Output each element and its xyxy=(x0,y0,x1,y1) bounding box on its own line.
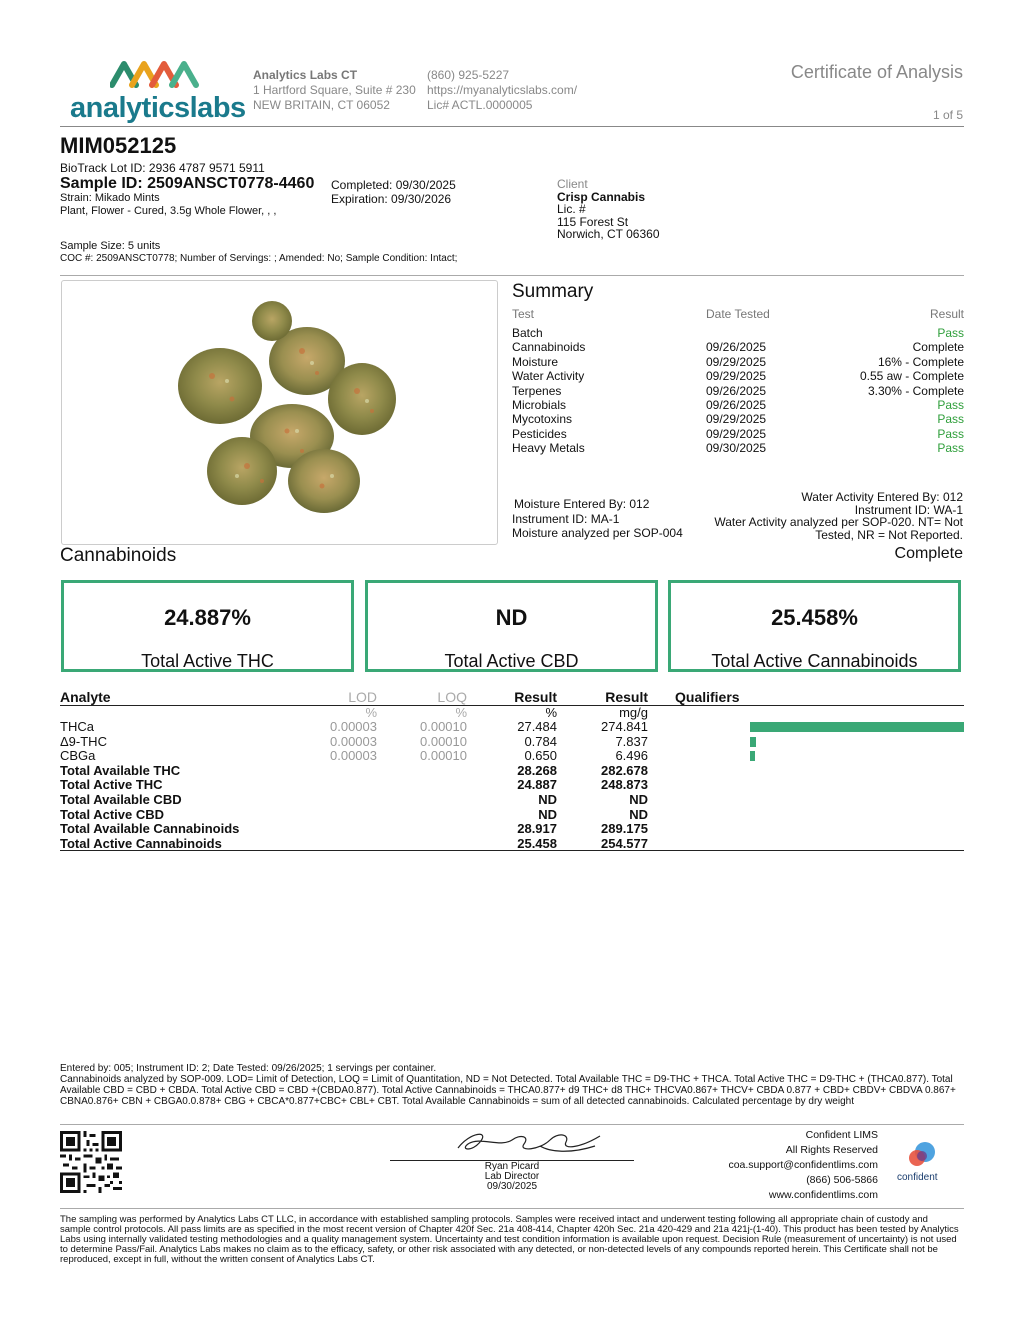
summary-test-result: Pass xyxy=(937,326,964,340)
summary-row xyxy=(512,384,964,398)
analyte-result-pct: 0.784 xyxy=(524,733,557,749)
product-photo xyxy=(61,280,498,545)
entered-note: Entered by: 005; Instrument ID: 2; Date Tested: 09/26/2025; 1 servings per container. xyxy=(60,1063,437,1074)
summary-row xyxy=(512,427,964,441)
kpi-label: Total Active Cannabinoids xyxy=(711,651,918,671)
wa-note-line: Instrument ID: WA-1 xyxy=(854,502,963,517)
moisture-note-line: Moisture analyzed per SOP-004 xyxy=(512,526,683,540)
analyte-result-mg: 6.496 xyxy=(615,748,648,764)
analyte-bar xyxy=(750,722,964,732)
moisture-note xyxy=(512,497,683,541)
info-divider xyxy=(60,275,964,276)
lab-address-line2: NEW BRITAIN, CT 06052 xyxy=(253,98,390,112)
wa-note-line: Tested, NR = Not Reported. xyxy=(815,527,963,542)
signature-date: 09/30/2025 xyxy=(486,1181,538,1192)
sample-size: Sample Size: 5 units xyxy=(60,240,161,252)
unit-lod: % xyxy=(365,705,377,720)
summary-header xyxy=(512,307,964,321)
company-logo xyxy=(70,58,246,128)
client-block xyxy=(557,178,660,241)
summary-test-result: 0.55 aw - Complete xyxy=(859,369,964,384)
analyte-result-pct: ND xyxy=(538,792,557,807)
col-loq: LOQ xyxy=(437,689,467,705)
lab-address-line1: 1 Hartford Square, Suite # 230 xyxy=(253,83,416,97)
analyte-units-row xyxy=(60,706,964,721)
analyte-result-pct: ND xyxy=(538,806,557,822)
analyte-result-mg: 7.837 xyxy=(615,733,648,749)
summary-col-result: Result xyxy=(929,307,964,321)
header-divider xyxy=(60,126,964,127)
sample-id: Sample ID: 2509ANSCT0778-4460 xyxy=(60,175,315,192)
client-label: Client xyxy=(557,177,588,191)
col-analyte: Analyte xyxy=(60,689,111,705)
summary-test-result: 16% - Complete xyxy=(877,354,964,369)
col-qualifiers: Qualifiers xyxy=(675,689,740,705)
confident-wordmark: confident xyxy=(897,1172,938,1183)
confident-logo xyxy=(893,1140,953,1188)
analyte-result-mg: 274.841 xyxy=(601,719,648,734)
completed-date: Completed: 09/30/2025 xyxy=(331,178,456,192)
confident-logo-icon xyxy=(903,1140,943,1170)
summary-test-date: 09/29/2025 xyxy=(706,426,767,441)
analyte-row xyxy=(60,764,964,779)
summary-row xyxy=(512,398,964,412)
footer-divider xyxy=(60,1208,964,1209)
wa-note-line: Water Activity analyzed per SOP-020. NT= Not xyxy=(714,515,963,529)
kpi-value: 25.458% xyxy=(771,605,858,630)
signatory-title: Lab Director xyxy=(484,1171,540,1182)
analyte-result-pct: 0.650 xyxy=(524,748,557,764)
analyte-row xyxy=(60,735,964,750)
client-street: 115 Forest St xyxy=(557,214,629,229)
analyte-loq: 0.00010 xyxy=(420,748,467,764)
analyte-result-pct: 27.484 xyxy=(517,719,557,734)
summary-test-name: Heavy Metals xyxy=(512,441,585,456)
summary-test-date: 09/29/2025 xyxy=(706,369,767,384)
lab-address-block xyxy=(253,68,416,113)
summary-row xyxy=(512,441,964,455)
signature-block xyxy=(390,1128,634,1198)
lims-contact xyxy=(728,1128,878,1203)
lab-website[interactable]: https://myanalyticslabs.com/ xyxy=(427,83,578,97)
summary-test-name: Cannabinoids xyxy=(512,340,586,355)
notes-divider xyxy=(60,1124,964,1125)
unit-result-mg: mg/g xyxy=(619,705,648,720)
analyte-result-mg: 282.678 xyxy=(601,762,648,778)
analyte-row xyxy=(60,749,964,764)
summary-test-result: Complete xyxy=(912,340,964,355)
summary-test-date: 09/26/2025 xyxy=(706,383,767,398)
summary-test-date: 09/26/2025 xyxy=(706,398,767,412)
summary-test-name: Moisture xyxy=(512,354,559,369)
summary-test-name: Mycotoxins xyxy=(512,412,573,427)
logo-wordmark: analyticslabs xyxy=(70,92,246,124)
kpi-total-active-cbd xyxy=(365,580,658,672)
biotrack-lot-id: BioTrack Lot ID: 2936 4787 9571 5911 xyxy=(60,161,265,175)
summary-test-date: 09/29/2025 xyxy=(706,354,767,369)
cannabinoids-title: Cannabinoids xyxy=(60,545,177,566)
summary-row xyxy=(512,340,964,354)
summary-test-name: Terpenes xyxy=(512,383,562,398)
summary-test-result: Pass xyxy=(937,398,964,412)
summary-col-test: Test xyxy=(512,307,535,321)
analyte-row xyxy=(60,808,964,823)
summary-test-result: Pass xyxy=(937,412,964,427)
page-number: 1 of 5 xyxy=(932,108,963,122)
analyte-lod: 0.00003 xyxy=(330,733,377,749)
summary-row xyxy=(512,369,964,383)
analyte-result-pct: 25.458 xyxy=(517,835,557,851)
product-code: MIM052125 xyxy=(60,133,177,158)
unit-result-pct: % xyxy=(545,705,557,720)
analyte-lod: 0.00003 xyxy=(330,719,377,734)
client-city: Norwich, CT 06360 xyxy=(557,227,660,241)
summary-title: Summary xyxy=(512,281,594,302)
document-title: Certificate of Analysis xyxy=(790,62,963,82)
analyte-loq: 0.00010 xyxy=(420,719,467,734)
kpi-label: Total Active THC xyxy=(141,651,274,671)
analyte-bar xyxy=(750,751,755,761)
col-result-pct: Result xyxy=(514,689,557,705)
wa-note-line: Water Activity Entered By: 012 xyxy=(801,490,963,504)
kpi-value: 24.887% xyxy=(164,605,251,630)
summary-row xyxy=(512,412,964,426)
summary-col-date: Date Tested xyxy=(706,307,770,321)
strain: Strain: Mikado Mints xyxy=(60,192,160,204)
analyte-name: Total Available THC xyxy=(60,762,181,778)
signatory-name: Ryan Picard xyxy=(484,1161,540,1172)
lims-phone: (866) 506-5866 xyxy=(806,1174,878,1186)
sample-matrix: Plant, Flower - Cured, 3.5g Whole Flower, , , xyxy=(60,205,277,217)
analyte-table-bottom xyxy=(60,850,964,851)
analyte-row xyxy=(60,793,964,808)
analyte-name: Total Available Cannabinoids xyxy=(60,821,240,837)
summary-test-date: 09/26/2025 xyxy=(706,340,767,355)
moisture-note-line: Moisture Entered By: 012 xyxy=(514,497,650,511)
summary-row xyxy=(512,355,964,369)
analyte-loq: 0.00010 xyxy=(420,733,467,749)
summary-test-name: Batch xyxy=(512,326,543,340)
analyte-bar xyxy=(750,737,756,747)
lab-phone: (860) 925-5227 xyxy=(427,68,510,82)
analyte-row xyxy=(60,778,964,793)
analyte-result-pct: 28.268 xyxy=(517,762,557,778)
analyte-name: Total Active CBD xyxy=(60,806,165,822)
method-notes xyxy=(60,1063,960,1107)
analyte-name: CBGa xyxy=(60,748,96,764)
analyte-row xyxy=(60,822,964,837)
unit-loq: % xyxy=(455,705,467,720)
water-activity-note xyxy=(714,491,963,541)
client-name: Crisp Cannabis xyxy=(557,189,646,204)
analyte-result-mg: ND xyxy=(629,792,648,807)
kpi-label: Total Active CBD xyxy=(444,651,579,671)
analyte-table-header xyxy=(60,690,964,705)
cannabinoids-status: Complete xyxy=(894,545,963,562)
lims-rights: All Rights Reserved xyxy=(785,1144,878,1156)
lims-email[interactable]: coa.support@confidentlims.com xyxy=(728,1159,878,1171)
cannabis-flower-image xyxy=(62,281,497,544)
analyte-result-mg: 289.175 xyxy=(601,821,648,837)
analyte-name: Total Available CBD xyxy=(60,792,182,807)
signature-image xyxy=(450,1128,610,1160)
analyte-name: Δ9-THC xyxy=(60,733,107,749)
qr-code[interactable] xyxy=(60,1131,122,1193)
summary-test-result: Pass xyxy=(937,426,964,441)
analyte-result-mg: 254.577 xyxy=(601,835,648,851)
kpi-total-active-cannabinoids xyxy=(668,580,961,672)
expiration-date: Expiration: 09/30/2026 xyxy=(331,192,452,206)
summary-test-name: Microbials xyxy=(512,398,567,412)
lab-name: Analytics Labs CT xyxy=(253,68,358,82)
summary-test-name: Water Activity xyxy=(512,369,585,384)
summary-test-result: 3.30% - Complete xyxy=(867,383,964,398)
analyte-name: Total Active Cannabinoids xyxy=(60,835,222,851)
summary-test-date: 09/29/2025 xyxy=(706,412,767,427)
col-lod: LOD xyxy=(348,689,377,705)
lab-contact-block xyxy=(427,68,577,113)
summary-test-name: Pesticides xyxy=(512,426,567,441)
summary-test-result: Pass xyxy=(937,441,964,456)
analyte-result-mg: ND xyxy=(629,806,648,822)
qr-code-icon xyxy=(60,1131,122,1193)
coc-info: COC #: 2509ANSCT0778; Number of Servings: ; Amended: No; Sample Condition: Intact; xyxy=(60,253,458,264)
col-result-mg: Result xyxy=(605,689,648,705)
moisture-note-line: Instrument ID: MA-1 xyxy=(512,511,620,526)
lims-website[interactable]: www.confidentlims.com xyxy=(768,1189,878,1201)
summary-row xyxy=(512,326,964,340)
analyte-result-mg: 248.873 xyxy=(601,777,648,793)
analyte-result-pct: 28.917 xyxy=(517,821,557,837)
kpi-total-active-thc xyxy=(61,580,354,672)
kpi-value: ND xyxy=(495,605,528,630)
summary-test-date: 09/30/2025 xyxy=(706,441,767,456)
disclaimer: The sampling was performed by Analytics Labs CT LLC, in accordance with established sampling protocols. Samples were received intact and underwent testing following all appropriate chain of custody and sample control protocols. All pass limits are as specified in the most recent version of Chapter 420f Sec. 21a 408-414, Chapter 420h Sec. 21a 420-429 and 21a 421j-(1-40). This product has been tested by Analytics Labs using internally validated testing methodologies and a quality management system. Uncertainty and test condition information is available upon request. Decision Rule (measurement of uncertainty) is not used to determine Pass/Fail. Analytics Labs makes no claim as to the efficacy, safety, or other risk associated with any detected, or non-detected levels of any compounds reported herein. This Certificate shall not be reproduced, except in full, without the written consent of Analytics Labs CT. xyxy=(60,1214,959,1265)
analyte-lod: 0.00003 xyxy=(330,748,377,764)
lab-license: Lic# ACTL.0000005 xyxy=(427,98,533,112)
method-note: Cannabinoids analyzed by SOP-009. LOD= Limit of Detection, LOQ = Limit of Quantitation, ND = Not Detected. Total Available THC = D9-THC + THCA. Total Active THC = D9-THC + (THCA0.877). Total Available CBD = CBD + CBDA. Total Active CBD = CBD +(CBDA0.877). Total Active Cannabinoids = THCA0.877+ d9 THC+ d8 THC+ THCVA0.867+ THCV+ CBDA 0.877 + CBD+ CBDV+ CBDVA 0.867+ CBNA0.876+ CBN + CBGA0.0.878+ CBG + CBCA*0.877+CBC+ CBL+ CBT. Total Available Cannabinoids = sum of all detected cannabinoids. Calculated percentage by dry weight xyxy=(60,1074,956,1107)
analyte-name: Total Active THC xyxy=(60,777,163,793)
analyte-name: THCa xyxy=(60,719,94,734)
client-license: Lic. # xyxy=(557,202,586,216)
logo-mark-icon xyxy=(110,58,230,88)
lims-name: Confident LIMS xyxy=(805,1129,878,1141)
analyte-result-pct: 24.887 xyxy=(517,777,557,793)
